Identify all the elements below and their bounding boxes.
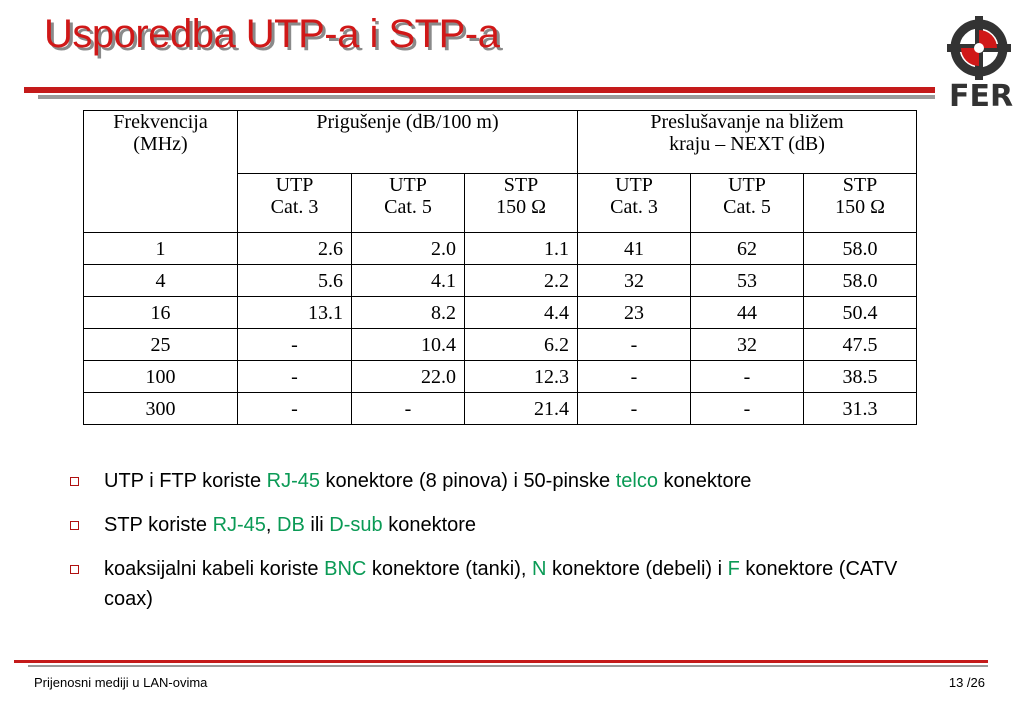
table-header-row <box>84 111 917 174</box>
footer-line-red <box>14 660 988 663</box>
bullet-square-icon <box>70 565 79 574</box>
frequency-header: Frekvencija (MHz) <box>84 111 238 233</box>
bullet-square-icon <box>70 521 79 530</box>
bullet-square-icon <box>70 477 79 486</box>
bullet-list <box>70 466 950 628</box>
slide-title: Usporedba UTP-a i STP-a <box>44 12 500 56</box>
footer-line-gray <box>28 665 988 667</box>
bullet-item: UTP i FTP koriste RJ-45 konektore (8 pinova) i 50-pinske telco konektore <box>70 466 950 496</box>
comparison-table <box>83 110 917 425</box>
table-row: 100 - 22.0 12.3 - - 38.5 <box>84 361 917 393</box>
logo-text: FER <box>948 79 1014 110</box>
subheader-cell: UTP Cat. 3 <box>238 174 352 233</box>
table-row: 25 - 10.4 6.2 - 32 47.5 <box>84 329 917 361</box>
next-header: Preslušavanje na bližem kraju – NEXT (dB) <box>578 111 917 174</box>
attenuation-header: Prigušenje (dB/100 m) <box>238 111 578 174</box>
footer-title: Prijenosni mediji u LAN-ovima <box>34 675 208 690</box>
title-underline-red <box>24 87 935 93</box>
table-row: 1 2.6 2.0 1.1 41 62 58.0 <box>84 233 917 265</box>
subheader-cell: UTP Cat. 3 <box>578 174 691 233</box>
subheader-cell: UTP Cat. 5 <box>691 174 804 233</box>
subheader-cell: STP 150 Ω <box>804 174 917 233</box>
page-number: 13 /26 <box>948 675 985 690</box>
fer-logo-icon <box>945 10 1017 110</box>
table-row: 300 - - 21.4 - - 31.3 <box>84 393 917 425</box>
table-row: 16 13.1 8.2 4.4 23 44 50.4 <box>84 297 917 329</box>
subheader-cell: UTP Cat. 5 <box>352 174 465 233</box>
title-underline-gray <box>38 95 935 99</box>
subheader-cell: STP 150 Ω <box>465 174 578 233</box>
bullet-item: STP koriste RJ-45, DB ili D-sub konektore <box>70 510 950 540</box>
table-row: 4 5.6 4.1 2.2 32 53 58.0 <box>84 265 917 297</box>
bullet-item: koaksijalni kabeli koriste BNC konektore (tanki), N konektore (debeli) i F konektore (CATV coax) <box>70 554 950 614</box>
